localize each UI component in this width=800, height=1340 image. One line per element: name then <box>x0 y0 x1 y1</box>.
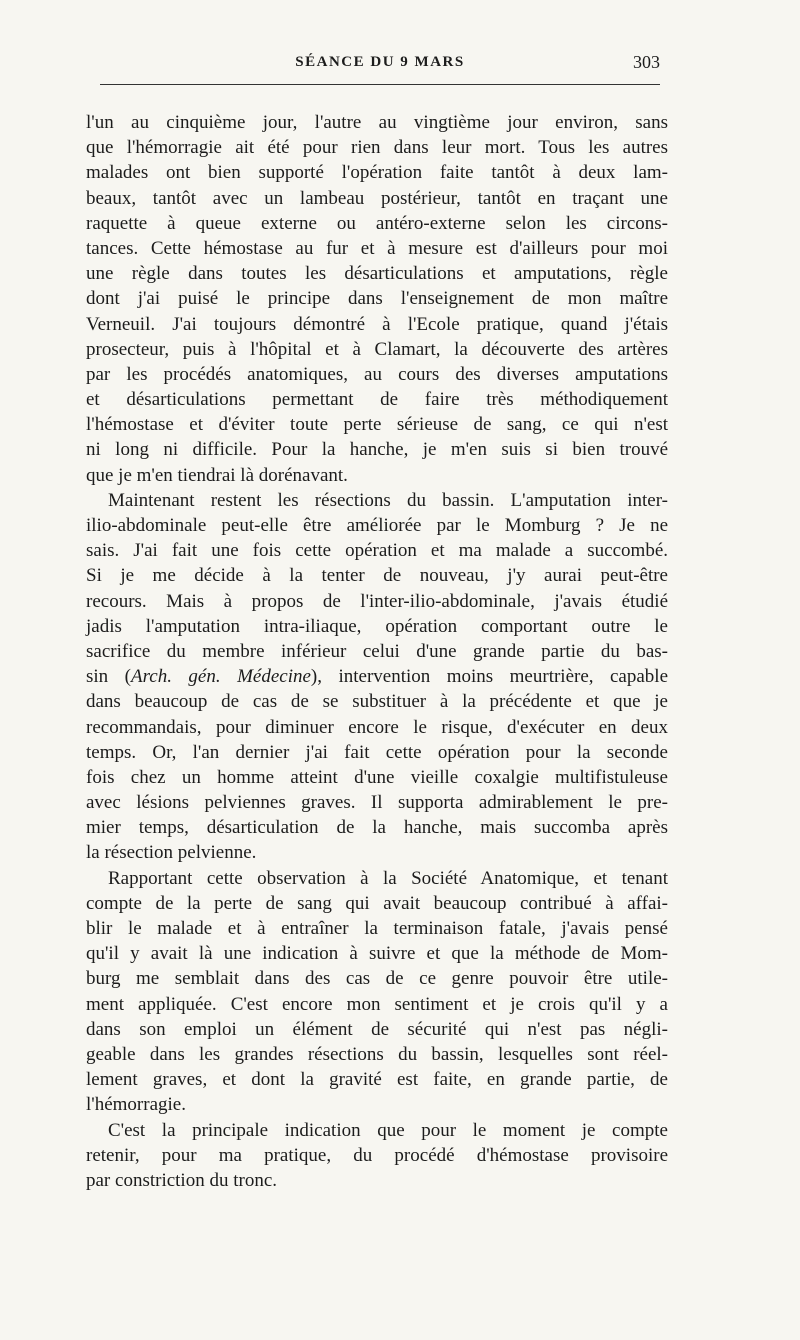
text-line: Maintenant restent les résections du bassin. L'amputation inter- <box>108 489 668 511</box>
text-line: burg me semblait dans des cas de ce genre pouvoir être utile- <box>86 968 668 990</box>
text-line: ni long ni difficile. Pour la hanche, je m'en suis si bien trouvé <box>86 439 668 461</box>
text-line: Verneuil. J'ai toujours démontré à l'Ecole pratique, quand j'étais <box>86 313 668 335</box>
text-line: lement graves, et dont la gravité est faite, en grande partie, de <box>86 1069 668 1091</box>
text-line: Rapportant cette observation à la Société Anatomique, et tenant <box>108 867 668 889</box>
text-line: dont j'ai puisé le principe dans l'enseignement de mon maître <box>86 288 668 310</box>
text-line: blir le malade et à entraîner la terminaison fatale, j'avais pensé <box>86 918 668 939</box>
text-line: temps. Or, l'an dernier j'ai fait cette opération pour la seconde <box>86 741 668 763</box>
text-line: retenir, pour ma pratique, du procédé d'hémostase provisoire <box>86 1144 668 1166</box>
text-line: raquette à queue externe ou antéro-externe selon les circons- <box>86 212 668 234</box>
paragraph <box>86 1118 668 1194</box>
text-line: sacrifice du membre inférieur celui d'une grande partie du bas- <box>86 640 668 662</box>
text-line: beaux, tantôt avec un lambeau postérieur, tantôt en traçant une <box>86 187 668 209</box>
paragraph <box>86 110 668 488</box>
text-line: recommandais, pour diminuer encore le risque, d'exécuter en deux <box>86 716 668 738</box>
text-line: l'un au cinquième jour, l'autre au vingtième jour environ, sans <box>86 112 668 133</box>
text-line: Si je me décide à la tenter de nouveau, j'y aurai peut-être <box>86 565 668 587</box>
text-line: sais. J'ai fait une fois cette opération et ma malade a succombé. <box>86 540 668 562</box>
text-line: ment appliquée. C'est encore mon sentiment et je crois qu'il y a <box>86 993 668 1015</box>
text-line: recours. Mais à propos de l'inter-ilio-abdominale, j'avais étudié <box>86 590 668 612</box>
text-line: tances. Cette hémostase au fur et à mesure est d'ailleurs pour moi <box>86 237 668 259</box>
text-line: avec lésions pelviennes graves. Il supporta admirablement le pre- <box>86 792 668 814</box>
text-line: qu'il y avait là une indication à suivre et que la méthode de Mom- <box>86 943 668 965</box>
text-line: fois chez un homme atteint d'une vieille coxalgie multifistuleuse <box>86 766 668 788</box>
paragraph <box>86 488 668 866</box>
header-rule <box>100 84 660 85</box>
text-line: jadis l'amputation intra-iliaque, opération comportant outre le <box>86 615 668 637</box>
page-header <box>100 50 660 86</box>
text-line: par constriction du tronc. <box>86 1169 278 1191</box>
text-line: la résection pelvienne. <box>86 842 257 864</box>
text-line: dans son emploi un élément de sécurité qui n'est pas négli- <box>86 1018 668 1040</box>
text-line: et désarticulations permettant de faire très méthodiquement <box>86 389 668 411</box>
text-line: ilio-abdominale peut-elle être améliorée par le Momburg ? Je ne <box>86 515 668 536</box>
text-line: prosecteur, puis à l'hôpital et à Clamart, la découverte des artères <box>86 338 668 360</box>
text-line: que je m'en tiendrai là dorénavant. <box>86 464 348 486</box>
text-line: l'hémorragie. <box>86 1094 186 1116</box>
text-line: sin (Arch. gén. Médecine), intervention moins meurtrière, capable <box>86 666 668 688</box>
body-text <box>86 110 668 1193</box>
text-line: malades ont bien supporté l'opération faite tantôt à deux lam- <box>86 162 668 184</box>
text-line: compte de la perte de sang qui avait beaucoup contribué à affai- <box>86 892 668 914</box>
text-line: que l'hémorragie ait été pour rien dans leur mort. Tous les autres <box>86 137 668 159</box>
text-line: l'hémostase et d'éviter toute perte sérieuse de sang, ce qui n'est <box>86 414 668 436</box>
text-line: mier temps, désarticulation de la hanche, mais succomba après <box>86 817 668 839</box>
text-line: geable dans les grandes résections du bassin, lesquelles sont réel- <box>86 1043 668 1065</box>
page-number: 303 <box>633 52 660 72</box>
text-line: par les procédés anatomiques, au cours des diverses amputations <box>86 363 668 385</box>
paragraph <box>86 866 668 1118</box>
text-line: une règle dans toutes les désarticulations et amputations, règle <box>86 263 668 285</box>
text-line: dans beaucoup de cas de se substituer à la précédente et que je <box>86 691 668 713</box>
text-line: C'est la principale indication que pour le moment je compte <box>108 1119 668 1141</box>
running-title: SÉANCE DU 9 MARS <box>295 54 465 70</box>
